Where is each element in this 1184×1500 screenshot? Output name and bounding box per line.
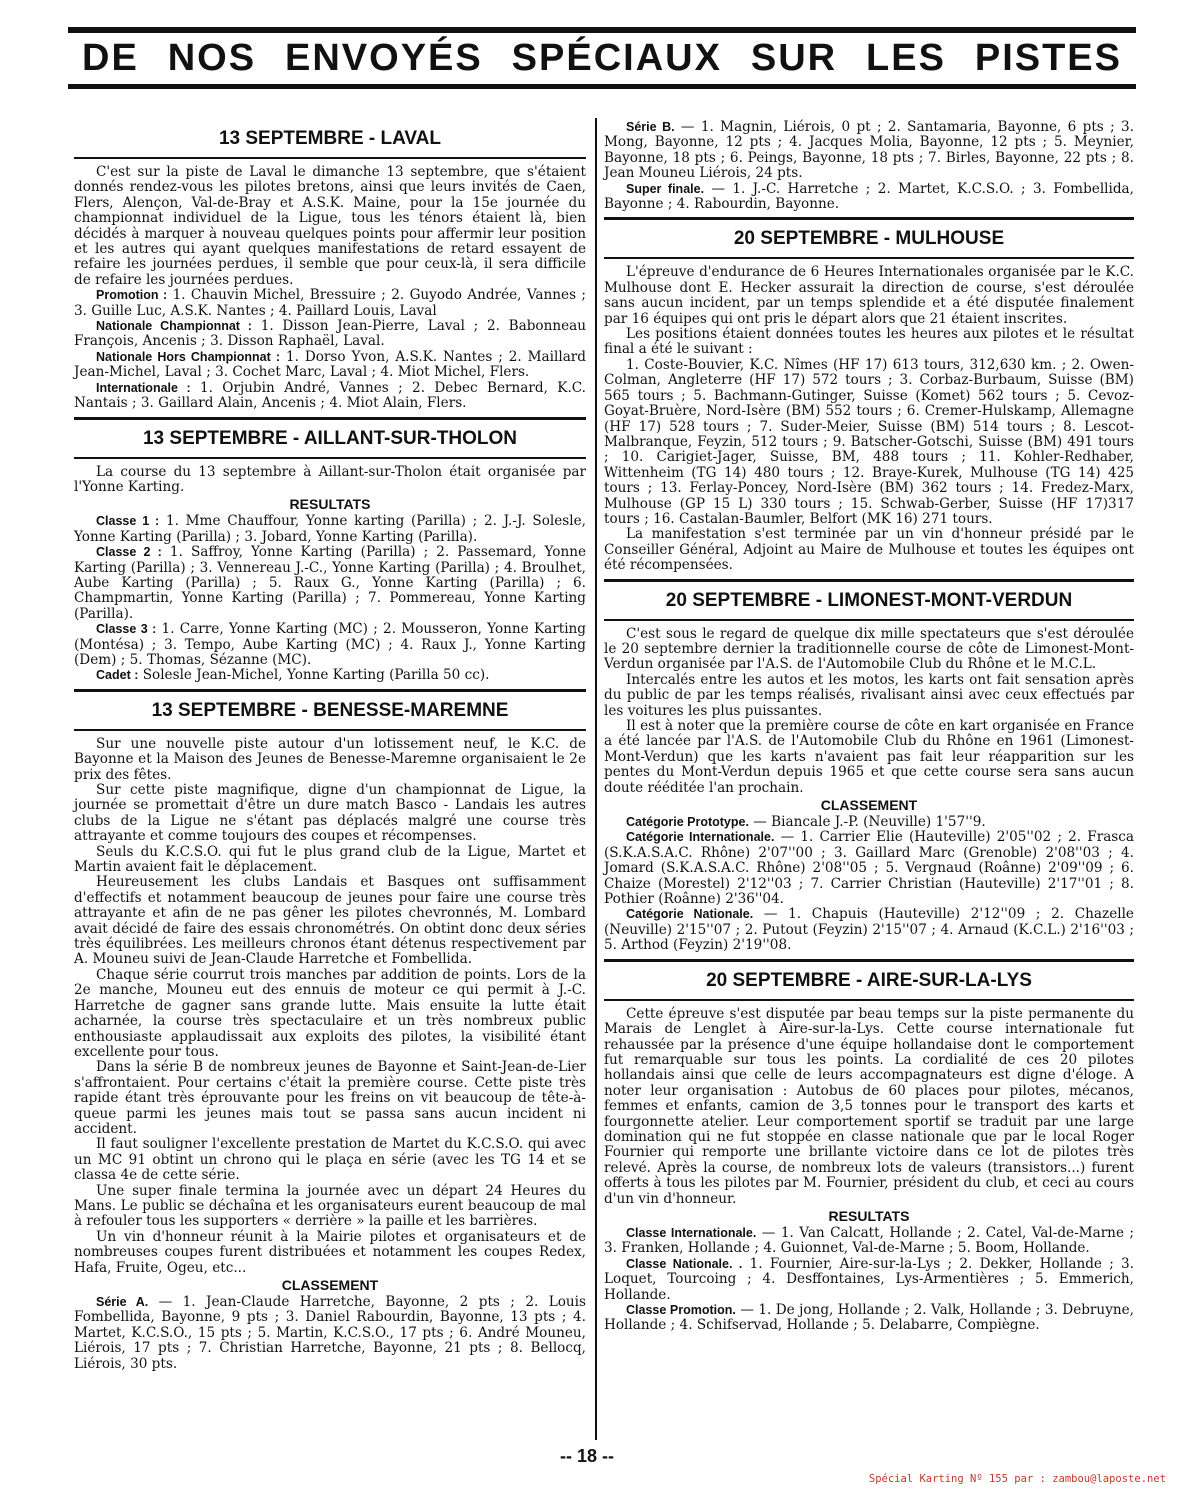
article-paragraph: C'est sur la piste de Laval le dimanche 13 septembre, que s'étaient donnés rendez-vous les pilotes bretons, ainsi que leurs invités de Caen, Flers, Alençon, Val-de-Bray et A.S.K. Maine, pour la 15e journée du championnat individuel de la Ligue, tous les ténors étaient là, bien décidés à marquer à nouveau quelques points pour affermir leur position et les autres qui ayant quelques manifestations de retard essayent de refaire les journées perdues, il semble que pour ceux-là, il sera difficile de refaire les journées perdues. (74, 164, 586, 288)
divider (604, 217, 1134, 220)
article-paragraph: La manifestation s'est terminée par un vin d'honneur présidé par le Conseiller Général, Adjoint au Maire de Mulhouse et toutes les équipes ont été récompensées. (604, 526, 1134, 574)
section-benesse (74, 698, 586, 1372)
section-aire (604, 968, 1134, 1334)
article-paragraph: Sur une nouvelle piste autour d'un lotissement neuf, le K.C. de Bayonne et la Maison des Jeunes de Benesse-Maremne organisaient le 2e prix des fêtes. (74, 735, 586, 783)
result-line: Super finale. — 1. J.-C. Harretche ; 2. Martet, K.C.S.O. ; 3. Fombellida, Bayonne ; 4. Rabourdin, Bayonne. (604, 180, 1134, 213)
article-paragraph: Dans la série B de nombreux jeunes de Bayonne et Saint-Jean-de-Lier s'affrontaient. Pour certains c'était la première course. Cette piste très rapide étant très éprouvante pour les freins on vit beaucoup de tête-à-queue parmi les jeunes mais tout se passa sans aucun incident ni accident. (74, 1059, 586, 1137)
title-word: SPÉCIAUX (511, 37, 722, 79)
section-title: 20 SEPTEMBRE - AIRE-SUR-LA-LYS (706, 969, 1032, 991)
result-line: Classe 1 : 1. Mme Chauffour, Yonne karting (Parilla) ; 2. J.-J. Solesle, Yonne Karting (Parilla) ; 3. Jobard, Yonne Karting (Parilla). (74, 513, 586, 545)
section-title: 13 SEPTEMBRE - BENESSE-MAREMNE (151, 699, 509, 721)
article-paragraph: 1. Coste-Bouvier, K.C. Nîmes (HF 17) 613 tours, 312,630 km. ; 2. Owen-Colman, Angleterre (HF 17) 572 tours ; 3. Corbaz-Burbaum, Suisse (BM) 565 tours ; 5. Bachmann-Gutinger, Suisse (Komet) 562 tours ; 5. Cevoz-Goyat-Bruère, Nord-Isère (BM) 552 tours ; 6. Cremer-Hulskamp, Allemagne (HF 17) 528 tours ; 7. Suder-Meier, Suisse (BM) 514 tours ; 8. Lescot-Malbranque, Feyzin, 512 tours ; 9. Batscher-Gotschi, Suisse (BM) 491 tours ; 10. Carigiet-Jager, Suisse, BM, 488 tours ; 11. Kohler-Redhaber, Wittenheim (TG 14) 480 tours ; 12. Braye-Kurek, Mulhouse (TG 14) 425 tours ; 13. Ferlay-Poncey, Nord-Isère (BM) 362 tours ; 14. Fredez-Marx, Mulhouse (GP 15 L) 330 tours ; 15. Schwab-Gerber, Suisse (HF 17)317 tours ; 16. Castalan-Baumler, Belfort (MK 16) 271 tours. (604, 356, 1134, 527)
article-paragraph: Il est à noter que la première course de côte en kart organisée en France a été lancée par l'A.S. de l'Automobile Club du Rhône en 1961 (Limonest-Mont-Verdun) que les karts n'avaient pas fait leur réapparition sur les pentes du Mont-Verdun depuis 1965 et que cette course sera sans aucun doute rééditée l'an prochain. (604, 718, 1134, 796)
result-line: Nationale Hors Championnat : 1. Dorso Yvon, A.S.K. Nantes ; 2. Maillard Jean-Michel, Laval ; 3. Cochet Marc, Laval ; 4. Miot Michel, Flers. (74, 348, 587, 381)
result-line: Série A. — 1. Jean-Claude Harretche, Bayonne, 2 pts ; 2. Louis Fombellida, Bayonne, 9 pts ; 3. Daniel Rabourdin, Bayonne, 13 pts ; 4. Martet, K.C.S.O., 15 pts ; 5. Martin, K.C.S.O., 17 pts ; 6. André Mouneu, Liérois, 17 pts ; 7. Christian Harretche, Bayonne, 21 pts ; 8. Bellocq, Liérois, 30 pts. (74, 1294, 587, 1372)
result-line: Catégorie Prototype. — Biancale J.-P. (Neuville) 1'57''9. (626, 814, 986, 831)
divider (74, 729, 586, 731)
article-paragraph: Cette épreuve s'est disputée par beau temps sur la piste permanente du Marais de Lenglet à Aire-sur-la-Lys. Cette course internationale fut rehaussée par la présence d'une équipe hollandaise dont le comportement fut remarquable sur tous les points. La cordialité de ces 20 pilotes hollandais ainsi que celle de leurs accompagnateurs est digne d'éloge. A noter leur organisation : Autobus de 60 places pour pilotes, mécanos, femmes et enfants, camion de 3,5 tonnes pour le transport des karts et fourgonnette atelier. Leur comportement sportif se traduit par une large domination qui ne fut stoppée en classe nationale que par le local Roger Fournier qui remporte une brillante victoire dans ce lot de pilotes très relevé. Après la course, de nombreux lots de valeurs (transistors...) furent offerts à tous les pilotes par M. Fournier, président du club, et ceci au cours d'un vin d'honneur. (604, 1005, 1134, 1207)
results-heading: RESULTATS (828, 1207, 910, 1224)
article-paragraph: C'est sous le regard de quelque dix mille spectateurs que s'est déroulée le 20 septembre dernier la traditionnelle course de côte de Limonest-Mont-Verdun organisée par l'A.S. de l'Automobile Club du Rhône et le M.C.L. (604, 625, 1134, 673)
left-column (74, 126, 586, 1372)
article-paragraph: Une super finale termina la journée avec un départ 24 Heures du Mans. Le public se déchaîna et les organisateurs eurent beaucoup de mal à refouler tous les supporters « derrière » la paille et les barrières. (74, 1182, 586, 1230)
result-line: Classe Promotion. — 1. De jong, Hollande ; 2. Valk, Hollande ; 3. Debruyne, Hollande ; 4. Schifservad, Hollande ; 5. Delabarre, Compiègne. (604, 1302, 1134, 1334)
section-mulhouse (604, 226, 1134, 573)
title-word: ENVOYÉS (285, 37, 483, 79)
result-line: Classe Nationale. . 1. Fournier, Aire-sur-la-Lys ; 2. Dekker, Hollande ; 3. Loquet, Tourcoing ; 4. Desffontaines, Lys-Armentières ; 5. Emmerich, Hollande. (604, 1255, 1135, 1303)
article-paragraph: Il faut souligner l'excellente prestation de Martet du K.C.S.O. qui avec un MC 91 obtint un chrono qui le plaça en série (avec les TG 14 et se classa 4e de cette série. (74, 1136, 586, 1184)
result-line: Nationale Championnat : 1. Disson Jean-Pierre, Laval ; 2. Babonneau François, Ancenis ; 3. Disson Raphaël, Laval. (74, 318, 587, 350)
divider (74, 157, 586, 159)
results-heading: CLASSEMENT (281, 1277, 379, 1293)
article-paragraph: La course du 13 septembre à Aillant-sur-Tholon était organisée par l'Yonne Karting. (74, 463, 586, 495)
article-paragraph: L'épreuve d'endurance de 6 Heures Internationales organisée par le K.C. Mulhouse dont E. Hecker assurait la direction de course, s'est déroulée sans aucun incident, par un temps splendide et a été disputée finalement par 16 équipes qui ont pris le départ alors que 21 étaient inscrites. (604, 264, 1134, 327)
divider (604, 579, 1134, 582)
divider (74, 417, 586, 420)
divider (74, 689, 586, 692)
title-word: PISTES (974, 37, 1122, 79)
divider (604, 619, 1134, 621)
section-title: 20 SEPTEMBRE - MULHOUSE (733, 228, 1005, 250)
divider (604, 999, 1134, 1001)
divider (74, 457, 586, 459)
article-paragraph: Un vin d'honneur réunit à la Mairie pilotes et organisateurs et de nombreuses coupes furent distribuées et notamment les coupes Redex, Hafa, Fruite, Ogeu, etc... (74, 1228, 586, 1276)
section-title: 13 SEPTEMBRE - AILLANT-SUR-THOLON (142, 427, 518, 449)
right-column (604, 120, 1134, 1334)
article-paragraph: Chaque série courrut trois manches par addition de points. Lors de la 2e manche, Mouneu eut des ennuis de moteur ce qui permit à J.-C. Harretche de gagner sans grande lutte. Mais ensuite la lutte était acharnée, la course très spectaculaire et un très nombreux public enthousiaste applaudissait aux exploits des pilotes, la visibilité étant excellente pour tous. (74, 966, 586, 1060)
page-number: -- 18 -- (560, 1446, 614, 1466)
footer-credit: Spécial Karting Nº 155 par : zambou@laposte.net (868, 1473, 1166, 1485)
results-heading: CLASSEMENT (820, 797, 918, 814)
article-paragraph: Les positions étaient données toutes les heures aux pilotes et le résultat final a été le suivant : (604, 326, 1134, 358)
section-laval (74, 126, 586, 412)
result-line: Classe 3 : 1. Carre, Yonne Karting (MC) ; 2. Mousseron, Yonne Karting (Montésa) ; 3. Tempo, Aube Karting (MC) ; 4. Raux J., Yonne Karting (Dem) ; 5. Thomas, Sézanne (MC). (74, 621, 586, 668)
divider (604, 959, 1134, 962)
column-divider (595, 118, 597, 1440)
title-word: LES (866, 37, 946, 79)
article-paragraph: Heureusement les clubs Landais et Basques ont suffisamment d'effectifs et notamment beaucoup de jeunes pour faire une course très attrayante et afin de ne pas gêner les pilotes chevronnés, M. Lombard avait décidé de faire des essais chronométrés. On obtint donc deux séries très équilibrées. Les meilleurs chronos étant détenus respectivement par A. Mouneu suivi de Jean-Claude Harretche et Fombellida. (74, 874, 586, 968)
result-line: Internationale : 1. Orjubin André, Vannes ; 2. Debec Bernard, K.C. Nantais ; 3. Gaillard Alain, Ancenis ; 4. Miot Alain, Flers. (74, 379, 586, 412)
results-heading: RESULTATS (289, 496, 371, 513)
title-word: NOS (167, 37, 257, 79)
page-title (68, 27, 1136, 89)
article-paragraph: Seuls du K.C.S.O. qui fut le plus grand club de la Ligue, Martet et Martin avaient fait le déplacement. (74, 843, 586, 876)
result-line: Classe Internationale. — 1. Van Calcatt, Hollande ; 2. Catel, Val-de-Marne ; 3. Franken, Hollande ; 4. Guionnet, Val-de-Marne ; 5. Boom, Hollande. (604, 1224, 1135, 1257)
result-line: Catégorie Internationale. — 1. Carrier Elie (Hauteville) 2'05''02 ; 2. Frasca (S.K.A.S.A.C. Rhône) 2'07''00 ; 3. Gaillard Marc (Grenoble) 2'08''03 ; 4. Jomard (S.K.A.S.A.C. Rhône) 2'08''05 ; 5. Vergnaud (Roânne) 2'09''09 ; 6. Chaize (Morestel) 2'12''03 ; 7. Carrier Christian (Hauteville) 2'17''01 ; 8. Pothier (Roânne) 2'36''04. (604, 829, 1134, 908)
article-paragraph: Sur cette piste magnifique, digne d'un championnat de Ligue, la journée se promettait d'être un dure match Basco - Landais les autres clubs de la Ligue ne s'étant pas déplacés malgré une course très attrayante et comme toujours des coupes et récompenses. (74, 782, 586, 845)
section-title: 13 SEPTEMBRE - LAVAL (218, 128, 442, 149)
title-word: SUR (750, 37, 838, 79)
result-line: Catégorie Nationale. — 1. Chapuis (Hauteville) 2'12''09 ; 2. Chazelle (Neuville) 2'15''07 ; 2. Putout (Feyzin) 2'15''07 ; 4. Arnaud (K.C.L.) 2'16''03 ; 5. Arthod (Feyzin) 2'19''08. (604, 906, 1134, 954)
section-aillant (74, 426, 586, 684)
section-benesse-continued (604, 120, 1134, 212)
article-paragraph: Intercalés entre les autos et les motos, les karts ont fait sensation après du public de par les temps réalisés, rivalisant ainsi avec ceux effectués par les voitures les plus puissantes. (604, 671, 1134, 719)
section-limonest (604, 588, 1134, 954)
result-line: Promotion : 1. Chauvin Michel, Bressuire ; 2. Guyodo Andrée, Vannes ; 3. Guille Luc, A.S.K. Nantes ; 4. Paillard Louis, Laval (74, 287, 586, 319)
result-line: Cadet : Solesle Jean-Michel, Yonne Karting (Parilla 50 cc). (96, 667, 490, 684)
section-title: 20 SEPTEMBRE - LIMONEST-MONT-VERDUN (665, 589, 1073, 611)
result-line: Série B. — 1. Magnin, Liérois, 0 pt ; 2. Santamaria, Bayonne, 6 pts ; 3. Mong, Bayonne, 12 pts ; 4. Jacques Molia, Bayonne, 12 pts ; 5. Meynier, Bayonne, 18 pts ; 6. Peings, Bayonne, 18 pts ; 7. Birles, Bayonne, 22 pts ; 8. Jean Mouneu Liérois, 24 pts. (604, 119, 1134, 182)
result-line: Classe 2 : 1. Saffroy, Yonne Karting (Parilla) ; 2. Passemard, Yonne Karting (Parilla) ; 3. Vennereau J.-C., Yonne Karting (Parilla) ; 4. Broulhet, Aube Karting (Parilla) ; 5. Raux G., Yonne Karting (Parilla) ; 6. Champmartin, Yonne Karting (Parilla) ; 7. Pommereau, Yonne Karting (Parilla). (74, 544, 587, 622)
divider (604, 257, 1134, 259)
title-word: DE (82, 37, 139, 79)
